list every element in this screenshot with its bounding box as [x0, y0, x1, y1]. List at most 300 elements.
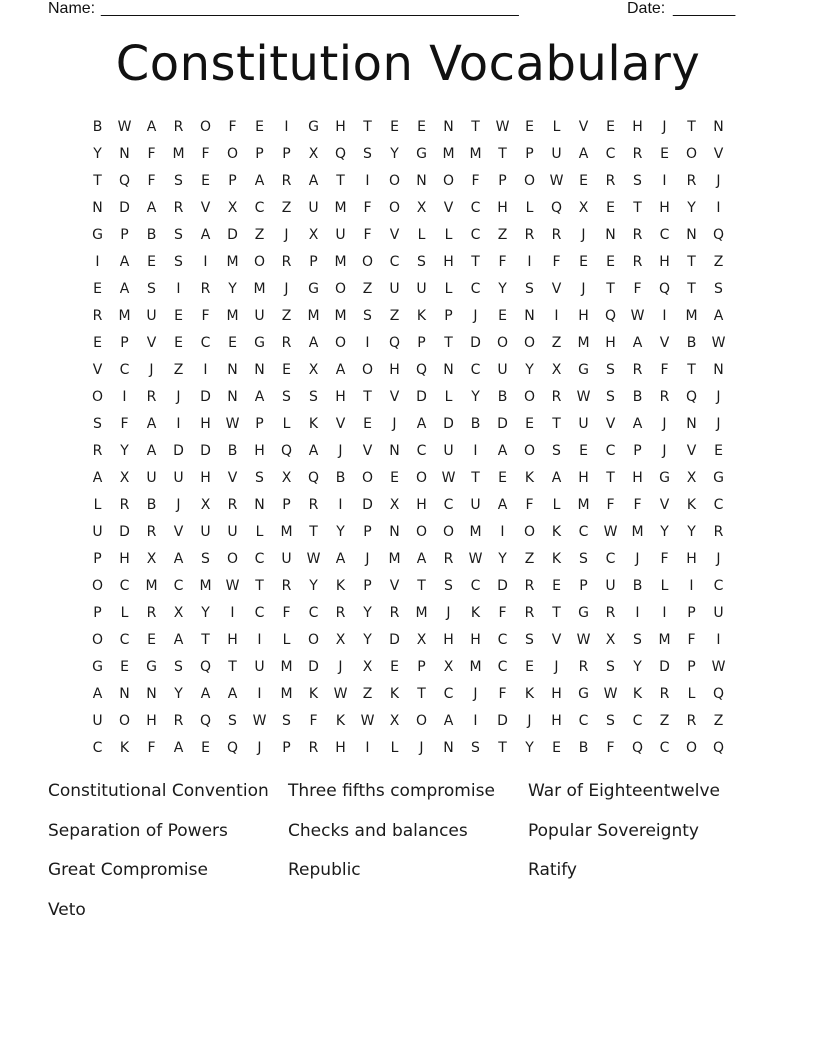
- grid-letter: O: [442, 173, 455, 189]
- grid-letter: S: [201, 551, 210, 567]
- grid-letter: P: [282, 497, 291, 513]
- grid-letter: B: [470, 416, 481, 432]
- grid-letter: W: [603, 686, 618, 702]
- grid-row: [84, 735, 744, 762]
- grid-letter: M: [469, 524, 482, 540]
- grid-letter: U: [92, 524, 103, 540]
- grid-letter: E: [390, 470, 399, 486]
- grid-letter: E: [120, 659, 129, 675]
- grid-letter: G: [416, 146, 427, 162]
- grid-letter: L: [93, 497, 102, 513]
- grid-row: [84, 303, 744, 330]
- grid-letter: G: [578, 686, 589, 702]
- word-list-item: War of Eighteentwelve: [528, 781, 720, 801]
- grid-letter: A: [497, 497, 508, 513]
- grid-letter: T: [444, 335, 453, 351]
- grid-letter: E: [579, 173, 588, 189]
- grid-letter: E: [255, 119, 264, 135]
- grid-letter: C: [389, 254, 400, 270]
- grid-letter: I: [365, 740, 370, 756]
- grid-letter: Q: [118, 173, 131, 189]
- grid-letter: J: [338, 443, 343, 459]
- grid-letter: Q: [388, 335, 401, 351]
- word-list-item: Separation of Powers: [48, 820, 228, 841]
- grid-letter: W: [576, 632, 591, 648]
- grid-letter: C: [605, 443, 616, 459]
- grid-letter: O: [226, 146, 239, 162]
- grid-letter: G: [92, 659, 103, 675]
- grid-letter: Q: [415, 362, 428, 378]
- grid-letter: N: [713, 119, 724, 135]
- grid-letter: C: [119, 632, 130, 648]
- grid-letter: K: [551, 524, 562, 540]
- grid-letter: Z: [254, 227, 265, 243]
- grid-letter: P: [579, 578, 588, 594]
- grid-letter: A: [119, 281, 130, 297]
- grid-letter: L: [525, 200, 534, 216]
- grid-letter: Q: [199, 659, 212, 675]
- grid-letter: O: [442, 524, 455, 540]
- grid-letter: X: [416, 200, 427, 216]
- grid-letter: W: [549, 173, 564, 189]
- grid-letter: K: [470, 605, 481, 621]
- grid-letter: S: [363, 146, 372, 162]
- grid-letter: E: [525, 659, 534, 675]
- grid-letter: E: [390, 119, 399, 135]
- grid-letter: T: [498, 740, 507, 756]
- grid-letter: X: [686, 470, 697, 486]
- grid-letter: D: [227, 227, 238, 243]
- grid-letter: O: [307, 632, 320, 648]
- word-list-item: Three fifths compromise: [288, 781, 495, 801]
- grid-letter: T: [606, 470, 615, 486]
- grid-letter: W: [711, 335, 726, 351]
- grid-letter: R: [308, 740, 319, 756]
- grid-letter: C: [578, 524, 589, 540]
- grid-letter: H: [254, 443, 265, 459]
- grid-row: [84, 249, 744, 276]
- grid-letter: O: [388, 200, 401, 216]
- grid-letter: A: [200, 686, 211, 702]
- grid-letter: I: [122, 389, 127, 405]
- grid-letter: A: [551, 470, 562, 486]
- grid-letter: C: [416, 443, 427, 459]
- grid-letter: H: [632, 470, 643, 486]
- grid-letter: O: [496, 335, 509, 351]
- grid-letter: J: [716, 389, 721, 405]
- grid-letter: J: [662, 416, 667, 432]
- grid-letter: U: [578, 416, 589, 432]
- grid-letter: M: [280, 524, 293, 540]
- grid-letter: J: [662, 119, 667, 135]
- grid-letter: S: [417, 254, 426, 270]
- grid-letter: E: [579, 443, 588, 459]
- grid-letter: R: [173, 713, 184, 729]
- grid-letter: H: [470, 632, 481, 648]
- grid-letter: P: [120, 335, 129, 351]
- grid-letter: U: [281, 551, 292, 567]
- grid-letter: R: [146, 605, 157, 621]
- grid-letter: H: [146, 713, 157, 729]
- grid-row: [84, 519, 744, 546]
- grid-letter: O: [523, 389, 536, 405]
- grid-letter: M: [388, 551, 401, 567]
- grid-letter: K: [416, 308, 427, 324]
- grid-letter: H: [119, 551, 130, 567]
- grid-row: [84, 627, 744, 654]
- grid-letter: Z: [659, 713, 670, 729]
- grid-letter: X: [443, 659, 454, 675]
- grid-letter: X: [119, 470, 130, 486]
- grid-letter: K: [335, 713, 346, 729]
- grid-letter: S: [174, 254, 183, 270]
- grid-letter: C: [470, 578, 481, 594]
- grid-letter: U: [713, 605, 724, 621]
- grid-letter: C: [713, 497, 724, 513]
- grid-letter: U: [443, 443, 454, 459]
- grid-letter: P: [309, 254, 318, 270]
- grid-letter: F: [525, 497, 534, 513]
- grid-letter: N: [443, 740, 454, 756]
- grid-letter: T: [417, 578, 426, 594]
- grid-letter: A: [119, 254, 130, 270]
- grid-letter: X: [227, 200, 238, 216]
- grid-letter: Z: [281, 200, 292, 216]
- grid-letter: H: [335, 119, 346, 135]
- grid-letter: Y: [120, 443, 129, 459]
- name-label: Name:: [48, 0, 96, 17]
- grid-letter: W: [225, 578, 240, 594]
- grid-letter: R: [173, 119, 184, 135]
- grid-letter: L: [255, 524, 264, 540]
- grid-letter: C: [119, 578, 130, 594]
- grid-letter: S: [606, 362, 615, 378]
- grid-letter: T: [471, 119, 480, 135]
- date-field-line[interactable]: _______: [673, 0, 736, 17]
- grid-letter: F: [363, 227, 372, 243]
- grid-letter: A: [92, 686, 103, 702]
- grid-letter: Q: [712, 686, 725, 702]
- grid-letter: U: [308, 200, 319, 216]
- word-search-grid: [84, 114, 744, 762]
- grid-letter: U: [389, 281, 400, 297]
- grid-row: [84, 114, 744, 141]
- grid-letter: U: [92, 713, 103, 729]
- grid-letter: J: [716, 173, 721, 189]
- grid-letter: M: [307, 308, 320, 324]
- grid-letter: R: [281, 173, 292, 189]
- grid-letter: C: [173, 578, 184, 594]
- grid-letter: P: [417, 335, 426, 351]
- grid-letter: U: [146, 308, 157, 324]
- grid-letter: W: [603, 524, 618, 540]
- grid-letter: M: [280, 659, 293, 675]
- grid-letter: S: [93, 416, 102, 432]
- grid-letter: Y: [687, 524, 696, 540]
- grid-letter: B: [92, 119, 103, 135]
- grid-letter: H: [659, 254, 670, 270]
- grid-letter: Y: [363, 605, 372, 621]
- grid-letter: S: [471, 740, 480, 756]
- word-list-item: Popular Sovereignty: [528, 820, 699, 841]
- grid-letter: A: [335, 362, 346, 378]
- grid-letter: C: [470, 362, 481, 378]
- grid-letter: I: [203, 254, 208, 270]
- grid-letter: K: [335, 578, 346, 594]
- grid-letter: F: [363, 200, 372, 216]
- grid-letter: V: [362, 443, 373, 459]
- grid-letter: M: [145, 578, 158, 594]
- grid-letter: V: [335, 416, 346, 432]
- grid-letter: T: [633, 200, 642, 216]
- grid-letter: O: [253, 254, 266, 270]
- grid-letter: U: [605, 578, 616, 594]
- grid-letter: D: [470, 335, 481, 351]
- grid-row: [84, 357, 744, 384]
- grid-letter: X: [308, 146, 319, 162]
- grid-letter: Q: [226, 740, 239, 756]
- grid-letter: U: [173, 470, 184, 486]
- grid-letter: O: [91, 389, 104, 405]
- grid-letter: Q: [658, 281, 671, 297]
- grid-letter: V: [605, 416, 616, 432]
- grid-letter: S: [174, 173, 183, 189]
- grid-letter: Y: [363, 632, 372, 648]
- grid-letter: E: [552, 740, 561, 756]
- grid-letter: W: [711, 659, 726, 675]
- grid-letter: U: [470, 497, 481, 513]
- name-field-line[interactable]: ________________________________________________: [101, 0, 519, 17]
- grid-letter: A: [497, 443, 508, 459]
- grid-letter: D: [443, 416, 454, 432]
- grid-letter: F: [498, 686, 507, 702]
- grid-letter: N: [119, 686, 130, 702]
- grid-letter: I: [662, 308, 667, 324]
- grid-letter: V: [713, 146, 724, 162]
- grid-letter: M: [253, 281, 266, 297]
- grid-letter: E: [228, 335, 237, 351]
- grid-letter: S: [282, 713, 291, 729]
- grid-letter: G: [578, 605, 589, 621]
- grid-letter: F: [147, 173, 156, 189]
- grid-letter: N: [146, 686, 157, 702]
- grid-letter: I: [500, 524, 505, 540]
- grid-letter: K: [524, 686, 535, 702]
- grid-letter: N: [416, 173, 427, 189]
- grid-letter: I: [689, 578, 694, 594]
- grid-letter: F: [660, 551, 669, 567]
- grid-letter: I: [365, 173, 370, 189]
- grid-letter: O: [91, 632, 104, 648]
- grid-letter: E: [606, 254, 615, 270]
- grid-letter: R: [524, 605, 535, 621]
- grid-letter: S: [444, 578, 453, 594]
- grid-letter: Z: [173, 362, 184, 378]
- grid-letter: E: [606, 119, 615, 135]
- grid-letter: Z: [713, 254, 724, 270]
- grid-letter: O: [226, 551, 239, 567]
- grid-letter: G: [92, 227, 103, 243]
- grid-letter: N: [605, 227, 616, 243]
- grid-letter: X: [416, 632, 427, 648]
- grid-letter: L: [282, 632, 291, 648]
- grid-letter: F: [471, 173, 480, 189]
- grid-letter: C: [443, 497, 454, 513]
- grid-letter: B: [335, 470, 346, 486]
- grid-letter: A: [254, 389, 265, 405]
- grid-letter: J: [284, 281, 289, 297]
- grid-letter: A: [416, 416, 427, 432]
- grid-letter: F: [498, 605, 507, 621]
- grid-letter: S: [606, 389, 615, 405]
- grid-letter: K: [686, 497, 697, 513]
- grid-letter: D: [308, 659, 319, 675]
- grid-letter: H: [632, 119, 643, 135]
- grid-letter: D: [200, 443, 211, 459]
- grid-letter: X: [308, 227, 319, 243]
- grid-letter: U: [416, 281, 427, 297]
- grid-letter: R: [281, 335, 292, 351]
- grid-letter: R: [551, 389, 562, 405]
- grid-letter: W: [333, 686, 348, 702]
- grid-letter: Q: [604, 308, 617, 324]
- grid-letter: W: [252, 713, 267, 729]
- grid-letter: L: [282, 416, 291, 432]
- grid-letter: G: [308, 281, 319, 297]
- grid-letter: C: [578, 713, 589, 729]
- grid-letter: B: [227, 443, 238, 459]
- word-list-item: Great Compromise: [48, 860, 208, 881]
- grid-letter: P: [228, 173, 237, 189]
- grid-letter: N: [686, 416, 697, 432]
- grid-letter: P: [417, 659, 426, 675]
- header: [48, 0, 748, 20]
- grid-letter: Z: [362, 686, 373, 702]
- grid-letter: Y: [201, 605, 210, 621]
- grid-row: [84, 384, 744, 411]
- grid-letter: S: [606, 659, 615, 675]
- grid-row: [84, 708, 744, 735]
- grid-letter: U: [254, 659, 265, 675]
- grid-letter: C: [254, 605, 265, 621]
- grid-letter: X: [578, 200, 589, 216]
- grid-letter: M: [118, 308, 131, 324]
- grid-letter: C: [200, 335, 211, 351]
- grid-letter: B: [497, 389, 508, 405]
- grid-letter: C: [713, 578, 724, 594]
- grid-letter: Y: [633, 659, 642, 675]
- grid-letter: N: [227, 362, 238, 378]
- grid-letter: N: [254, 362, 265, 378]
- grid-letter: O: [685, 146, 698, 162]
- grid-letter: D: [497, 713, 508, 729]
- grid-letter: H: [659, 200, 670, 216]
- grid-letter: O: [199, 119, 212, 135]
- grid-letter: S: [174, 659, 183, 675]
- grid-letter: O: [91, 578, 104, 594]
- grid-letter: F: [687, 632, 696, 648]
- grid-letter: I: [635, 605, 640, 621]
- grid-row: [84, 276, 744, 303]
- grid-row: [84, 195, 744, 222]
- grid-letter: J: [473, 686, 478, 702]
- grid-letter: T: [363, 389, 372, 405]
- grid-letter: F: [147, 146, 156, 162]
- grid-row: [84, 492, 744, 519]
- grid-letter: A: [443, 713, 454, 729]
- grid-letter: C: [470, 227, 481, 243]
- grid-row: [84, 465, 744, 492]
- word-list-row: [48, 857, 768, 897]
- grid-letter: G: [308, 119, 319, 135]
- grid-letter: S: [633, 173, 642, 189]
- grid-letter: C: [470, 200, 481, 216]
- grid-letter: C: [632, 713, 643, 729]
- grid-letter: J: [446, 605, 451, 621]
- grid-letter: I: [554, 308, 559, 324]
- grid-letter: B: [578, 740, 589, 756]
- grid-letter: A: [146, 443, 157, 459]
- grid-letter: I: [284, 119, 289, 135]
- grid-letter: O: [523, 443, 536, 459]
- grid-letter: W: [306, 551, 321, 567]
- grid-letter: V: [578, 119, 589, 135]
- grid-letter: F: [201, 308, 210, 324]
- grid-letter: X: [605, 632, 616, 648]
- grid-letter: H: [551, 713, 562, 729]
- grid-letter: A: [632, 335, 643, 351]
- grid-letter: J: [176, 389, 181, 405]
- grid-letter: J: [176, 497, 181, 513]
- grid-letter: Y: [309, 578, 318, 594]
- grid-letter: O: [334, 281, 347, 297]
- grid-letter: H: [227, 632, 238, 648]
- grid-letter: E: [579, 254, 588, 270]
- grid-letter: R: [524, 578, 535, 594]
- grid-letter: E: [174, 335, 183, 351]
- grid-letter: D: [659, 659, 670, 675]
- grid-letter: T: [228, 659, 237, 675]
- grid-letter: W: [225, 416, 240, 432]
- grid-letter: W: [441, 470, 456, 486]
- grid-letter: P: [687, 659, 696, 675]
- grid-letter: R: [146, 524, 157, 540]
- grid-letter: O: [415, 470, 428, 486]
- grid-letter: J: [257, 740, 262, 756]
- grid-letter: N: [254, 497, 265, 513]
- grid-letter: L: [552, 497, 561, 513]
- grid-letter: H: [200, 416, 211, 432]
- grid-letter: M: [442, 146, 455, 162]
- grid-letter: E: [201, 173, 210, 189]
- grid-letter: Q: [685, 389, 698, 405]
- grid-letter: K: [524, 470, 535, 486]
- grid-letter: O: [361, 470, 374, 486]
- grid-letter: Y: [390, 146, 399, 162]
- grid-letter: K: [119, 740, 130, 756]
- grid-letter: F: [552, 254, 561, 270]
- grid-letter: L: [552, 119, 561, 135]
- grid-letter: W: [495, 119, 510, 135]
- word-list-item: Ratify: [528, 860, 577, 881]
- grid-letter: V: [92, 362, 103, 378]
- grid-letter: Z: [281, 308, 292, 324]
- grid-letter: C: [92, 740, 103, 756]
- grid-letter: R: [389, 605, 400, 621]
- grid-letter: E: [93, 335, 102, 351]
- grid-letter: B: [686, 335, 697, 351]
- grid-letter: A: [254, 173, 265, 189]
